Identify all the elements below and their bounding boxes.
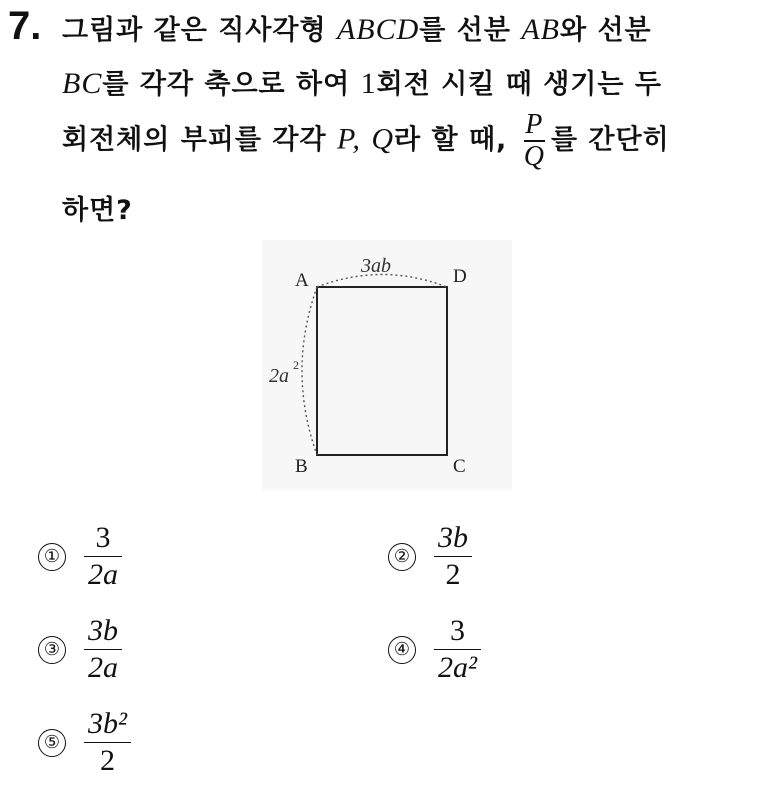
question-line-3 (62, 110, 760, 172)
choice-2-mark: ② (388, 543, 416, 571)
side-length-label: 2a (269, 365, 289, 387)
variable-p: P, (336, 122, 361, 156)
choice-3[interactable] (38, 613, 122, 686)
choice-denominator: 2 (445, 558, 461, 591)
rectangle-name: ABCD (336, 13, 420, 46)
choice-denominator: 2 (100, 744, 115, 777)
side-length-exponent: 2 (293, 358, 299, 372)
choice-denominator: 2a (88, 558, 118, 591)
choice-numerator: 3b² (88, 707, 127, 740)
choice-1-mark: ① (38, 543, 66, 571)
rectangle-figure (262, 240, 512, 490)
choice-3-mark: ③ (38, 636, 66, 664)
choice-1-fraction (84, 520, 122, 593)
question-text: 라 할 때, (393, 124, 508, 156)
fraction-denominator: Q (523, 141, 545, 172)
question-text: 그림과 같은 직사각형 (62, 15, 337, 46)
question-text: 를 각각 축으로 하여 (102, 69, 361, 100)
question-text: 를 선분 (419, 15, 522, 46)
choice-numerator: 3 (95, 521, 111, 554)
question-line-4: 하면? (62, 195, 133, 226)
question-text: 와 선분 (559, 15, 652, 46)
question-text: 회전체의 부피를 각각 (62, 124, 337, 156)
question-line-2 (62, 62, 760, 101)
vertex-b-label: B (295, 456, 308, 477)
vertex-c-label: C (453, 456, 466, 477)
p-over-q-fraction (524, 110, 545, 172)
choice-5-fraction (84, 706, 131, 779)
choice-denominator: 2a (88, 651, 118, 684)
choice-4-mark: ④ (388, 636, 416, 664)
choice-4[interactable] (388, 613, 481, 686)
choice-numerator: 3 (450, 614, 465, 647)
rotation-count: 1 (360, 67, 377, 100)
vertex-a-label: A (295, 270, 309, 291)
choice-5[interactable] (38, 706, 131, 779)
choice-2[interactable] (388, 520, 472, 593)
vertex-d-label: D (453, 266, 467, 287)
choice-2-fraction (434, 520, 472, 593)
top-length-label: 3ab (361, 255, 391, 277)
question-number: 7. (8, 4, 42, 48)
segment-bc: BC (62, 67, 103, 100)
variable-q: Q (371, 122, 394, 156)
choice-5-mark: ⑤ (38, 729, 66, 757)
question-line-1 (62, 8, 760, 47)
fraction-numerator: P (525, 109, 544, 140)
choice-denominator: 2a² (438, 651, 477, 684)
question-text: 회전 시킬 때 생기는 두 (376, 69, 662, 100)
choice-numerator: 3b (88, 614, 118, 647)
choice-numerator: 3b (438, 521, 468, 554)
question-text: 를 간단히 (550, 124, 670, 156)
choice-3-fraction (84, 613, 122, 686)
segment-ab: AB (521, 13, 560, 46)
choice-1[interactable] (38, 520, 122, 593)
choice-4-fraction (434, 613, 481, 686)
